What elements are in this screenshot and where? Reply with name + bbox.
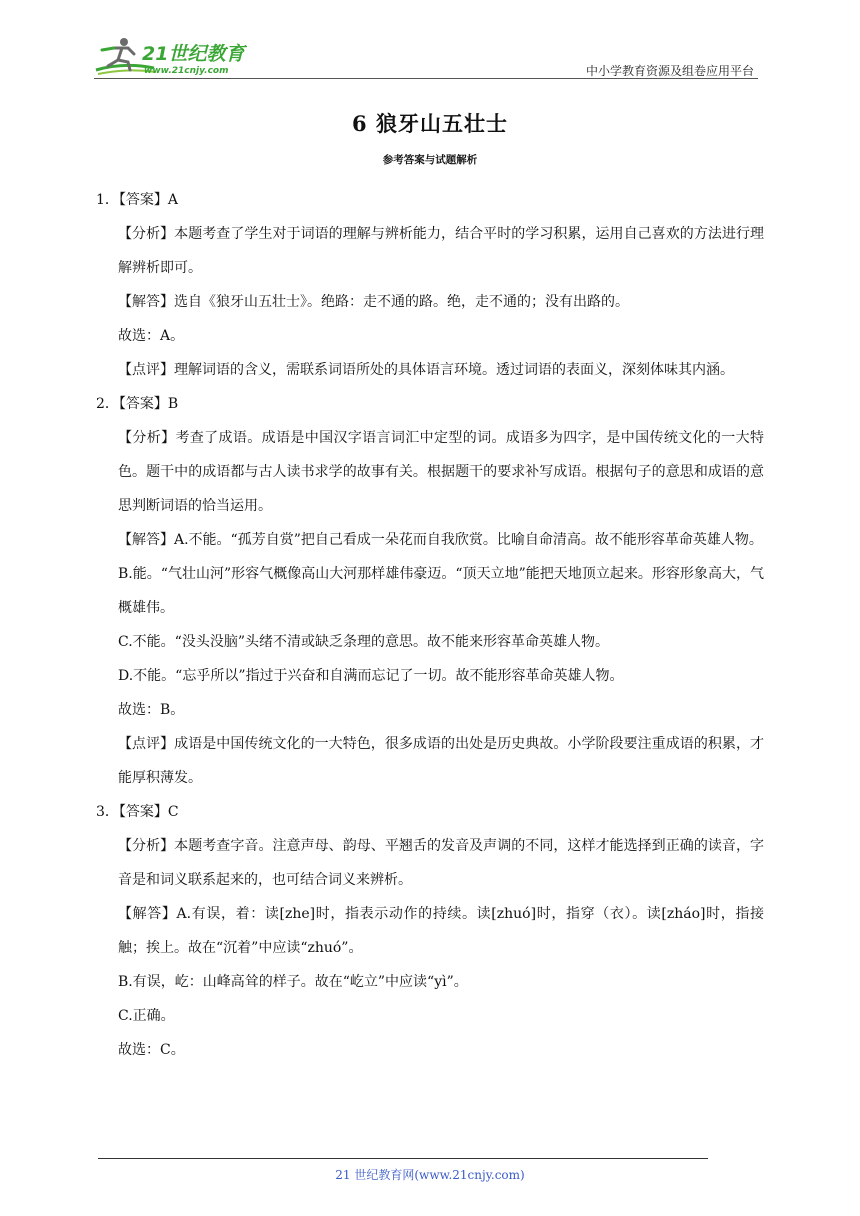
solution-paragraph: 【解答】A.不能。“孤芳自赏”把自己看成一朵花而自我欣赏。比喻自命清高。故不能形容革命英雄人物。 (118, 532, 763, 548)
logo-main-text: 21世纪教育 (142, 43, 245, 65)
analysis-paragraph: 【分析】考查了成语。成语是中国汉字语言词汇中定型的词。成语多为四字，是中国传统文化的一大特色。题干中的成语都与古人读书求学的故事有关。根据题干的要求补写成语。根据句子的意思和成语的意思判断词语的恰当运用。 (118, 430, 764, 514)
comment-paragraph: 【点评】理解词语的含义，需联系词语所处的具体语言环境。透过词语的表面义，深刻体味其内涵。 (118, 362, 734, 378)
option-c-paragraph: C.正确。 (118, 1008, 175, 1024)
solution-paragraph: 【解答】选自《狼牙山五壮士》。绝路：走不通的路。绝，走不通的；没有出路的。 (118, 294, 629, 310)
answer-heading: 3．【答案】C (96, 804, 179, 820)
runner-logo-icon (94, 36, 264, 78)
analysis-paragraph: 【分析】本题考查了学生对于词语的理解与辨析能力，结合平时的学习积累，运用自己喜欢的方法进行理解辨析即可。 (118, 226, 764, 276)
option-b-paragraph: B.有误，屹：山峰高耸的样子。故在“屹立”中应读“yì”。 (118, 974, 468, 990)
answer-heading: 2．【答案】B (96, 396, 179, 412)
choice-paragraph: 故选：A。 (118, 328, 185, 344)
page-title: 6 狼牙山五壮士 (352, 111, 508, 136)
footer-divider (98, 1158, 708, 1159)
option-d-paragraph: D.不能。“忘乎所以”指过于兴奋和自满而忘记了一切。故不能形容革命英雄人物。 (118, 668, 624, 684)
page-subtitle: 参考答案与试题解析 (382, 154, 478, 166)
footer-link[interactable]: 21 世纪教育网(www.21cnjy.com) (335, 1168, 525, 1182)
solution-paragraph: 【解答】A.有误，着：读[zhe]时，指表示动作的持续。读[zhuó]时，指穿（衣）。读[zháo]时，指接触；挨上。故在“沉着”中应读“zhuó”。 (118, 906, 764, 956)
option-c-paragraph: C.不能。“没头没脑”头绪不清或缺乏条理的意思。故不能来形容革命英雄人物。 (118, 634, 609, 650)
logo-sub-text: www.21cnjy.com (144, 66, 229, 76)
platform-name: 中小学教育资源及组卷应用平台 (585, 64, 754, 78)
logo (94, 36, 264, 78)
question-item-1 (96, 183, 764, 387)
choice-paragraph: 故选：B。 (118, 702, 185, 718)
question-item-2 (96, 387, 764, 795)
choice-paragraph: 故选：C。 (118, 1042, 185, 1058)
comment-paragraph: 【点评】成语是中国传统文化的一大特色，很多成语的出处是历史典故。小学阶段要注重成语的积累，才能厚积薄发。 (118, 736, 764, 786)
header-divider (94, 78, 758, 79)
answer-heading: 1．【答案】A (96, 192, 179, 208)
answer-content (96, 183, 764, 1067)
page-header (94, 36, 758, 80)
option-b-paragraph: B.能。“气壮山河”形容气概像高山大河那样雄伟豪迈。“顶天立地”能把天地顶立起来。形容形象高大，气概雄伟。 (118, 566, 764, 616)
question-item-3 (96, 795, 764, 1067)
analysis-paragraph: 【分析】本题考查字音。注意声母、韵母、平翘舌的发音及声调的不同，这样才能选择到正确的读音，字音是和词义联系起来的，也可结合词义来辨析。 (118, 838, 764, 888)
